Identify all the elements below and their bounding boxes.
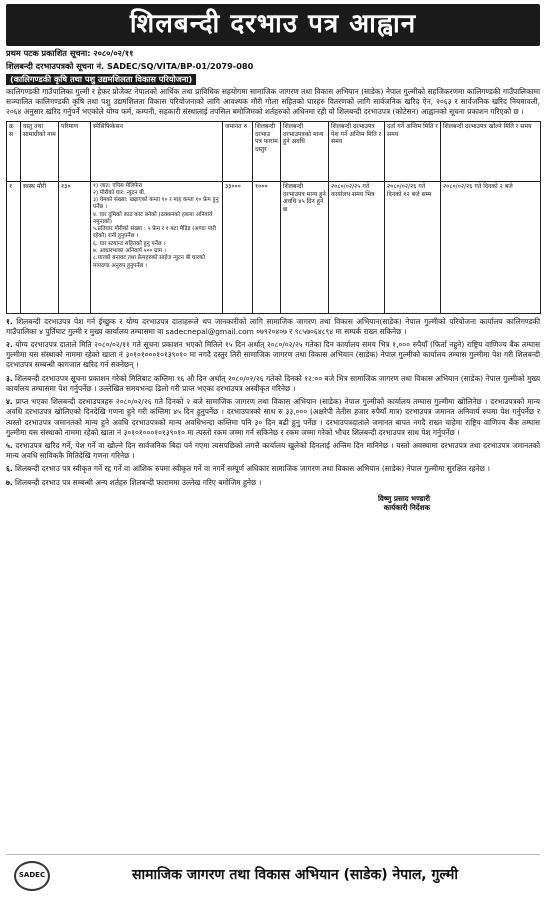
notice-number: शिलबन्दी दरभाउपत्रको सूचना नं. SADEC/SQ/VITA/BP-01/2079-080 <box>6 61 254 72</box>
cell-specs <box>91 181 223 313</box>
cell-register: २०८०/०२/२६ गते दिनको १२ बजे सम्म <box>385 181 441 313</box>
clause-6 <box>6 464 540 474</box>
spec-line: ८.घारको बनावट तथा फ्रेमहरुको साईज न्युटन बी घारको मापदण्ड अनुरुप हुनुपर्नेछ । <box>93 255 205 269</box>
clause-number: २. <box>6 340 13 350</box>
col-open: शिलबन्दी दरभाउपत्र खोल्ने मिति र समय <box>441 121 541 181</box>
intro-paragraph: कालिगण्डकी गाउँपालिका गुल्मी र हेफर प्रोजेक्ट नेपालको आर्थिक तथा प्राविधिक सहयोगमा सामाजिक जागरण तथा विकास अभियान (साडेक) नेपाल गुल्मीको सहजिकरणमा कालिगण्डकी गाउँपालिकामा सञ्चालित कालिगण्डकी कृषि तथा पशु उद्यमशिलता विकास परियोजनाको लागि आवश्यक मौरी गोला सहितको घारहरु वितरणको लागि सार्वजनिक खरिद ऐन, २०६३ र सार्वजनिक खरिद नियमावली, २०६४ अनुसार खरिद गर्नुपर्ने भएकोले योग्य फर्म, कम्पनी, सहकारी संस्थालाई तपसिल बमोजिमको शर्तहरुको अधिनमा रही यो शिलबन्दी दरभाउपत्र (कोटेसन) आह्वानको सूचना प्रकाशन गरिएको छ । <box>6 86 540 117</box>
col-fee: शिलबन्दी दरभाउ पत्र फाराम दस्तुर <box>253 121 281 181</box>
clause-text: शिलबन्दी दरभाउपत्र पेश गर्न ईच्छुक र योग्य दरभाउपत्र दाताहरूले थप जानकारीको लागि सामाजिक जागरण तथा विकास अभियान(साडेक) नेपाल गुल्मीको परियोजना कार्यालय कालिगण्डकी गाउँपालिका ४ पुर्तिघाट गुल्मी र मुख्य कार्यालय तम्घासमा वा sadecnepal@gmail.com ०७९२०४०७ र ९८५७०६४८९४ मा सम्पर्क राख्न सकिनेछ । <box>6 316 540 336</box>
clause-number: ६. <box>6 464 13 474</box>
clause-text: दरभाउपत्र खरिद गर्ने, पेश गर्ने वा खोल्ने दिन सार्वजनिक बिदा पर्न गएमा त्यसपछिको लगत्तै कार्यालय खुलेको दिनलाई अन्तिम दिन मानिनेछ । यस्तो अवस्थामा दरभाउपत्र तथा दरभाउपत्र जमानतको मान्य अवधि साविककै मितिदेखि गणना गरिनेछ । <box>6 441 540 461</box>
clause-number: ७. <box>6 477 13 487</box>
clause-text: शिलबन्दी दरभाउ पत्र स्वीकृत गर्ने रद्द गर्ने वा आंशिक रुपमा स्वीकृत गर्ने वा नगर्ने सम्पूर्ण अधिकार सामाजिक जागरण तथा विकास अभियान (साडेक) नेपाल गुल्मीमा सुरक्षित रहनेछ । <box>15 464 490 474</box>
cell-submit: २०८०/०२/२५ गते कार्यालय समय भित्र <box>329 181 385 313</box>
spec-line: ६. घार स्टयान्ड सहितको हुनु पर्नेछ । <box>93 240 166 247</box>
project-name: (कालिगण्डकी कृषि तथा पशु उद्यमशिलता विकास परियोजना) <box>6 74 196 85</box>
col-sn: क्र स <box>7 121 21 181</box>
clause-number: १. <box>6 316 13 326</box>
spec-line: ७. आधारभाका अनिवार्य ५०० ग्राम । <box>93 247 167 254</box>
clause-7 <box>6 478 540 488</box>
cell-deposit: ३३००० <box>223 181 253 313</box>
cell-item: स्वस्थ मौरी <box>21 181 59 313</box>
signatory-name: विष्णु प्रसाद भण्डारी <box>378 493 430 503</box>
col-validity: शिलबन्दी दरभाउपत्रको मान्य हुने अवधि <box>281 121 329 181</box>
col-item: वस्तु तथा सामाग्रीको नाम <box>21 121 59 181</box>
first-publication-line: प्रथम पटक प्रकाशित सूचना: २०८०/०२/११ <box>6 48 134 58</box>
clause-number: ५. <box>6 441 13 450</box>
clause-text: प्राप्त भएका शिलबन्दी दरभाउपत्रहरु २०८०/०२/२६ गते दिनको २ बजे सामाजिक जागरण तथा विकास अभियान (साडेक) नेपाल गुल्मीको कार्यालय तम्घास गुल्मीमा खोलिनेछ । दरभाउपत्रको मान्य अवधि दरभाउपत्र खोलिएको दिनदेखि गणना हुने गरी कम्तिमा ४५ दिन हुनुपर्नेछ । दरभाउपत्रको साथ रु ३३,००० (अक्षरेपी तेतीस हजार रुपैयाँ मात्र) दरभाउपत्र जमानत अनिवार्य रुपमा पेश गर्नुपर्नेछ र त्यस्तो दरभाउपत्र जमानतको मान्य हुने अवधि दरभाउपत्रको मान्य अवधिभन्दा कम्तिमा पनि ३० दिन बढी हुनु पर्नेछ । दरभाउपत्रदाताले जमानत बापत नगदै राख्न चाहेमा राष्ट्रिय वाणिज्य बैंक तम्घास गुल्मीमा यस संस्थाको नाममा रहेको खाता नं ३०१०१०००१०१३९०१० मा त्यस्तो रकम जम्मा गर्न सकिनेछ र रकम जम्मा गरेको भौचर शिलबन्दी दरभाउपत्र साथ पेश गर्नुपर्नेछ । <box>6 397 541 437</box>
clause-4 <box>6 397 540 438</box>
signature-block <box>6 494 540 513</box>
clause-2 <box>6 340 540 371</box>
table-header-row <box>7 121 541 181</box>
organization-name: सामाजिक जागरण तथा विकास अभियान (साडेक) नेपाल, गुल्मी <box>132 866 458 883</box>
clause-text: शिलबन्दी दरभाउ पत्र सम्बन्धी अन्य शर्तहरु शिलबन्दी फाराममा उल्लेख गरिए बमोजिम हुनेछ । <box>15 477 262 487</box>
notice-title: शिलबन्दी दरभाउ पत्र आह्वान <box>6 4 540 46</box>
col-register: दर्ता गर्ने अन्तिम मिति र समय <box>385 121 441 181</box>
cell-sn: १ <box>7 181 21 313</box>
clause-3 <box>6 374 540 394</box>
clause-text: शिलबन्दी दरभाउपत्र सूचना प्रकाशन गरेको मितिबाट कम्तिमा १६ औ दिन अर्थात् २०८०/०२/२६ गतेको दिनको १२:०० बजे भित्र सामाजिक जागरण तथा विकास अभियान (साडेक) नेपाल गुल्मीको मुख्य कार्यालय तम्घासमा पेश गर्नुपर्नेछ । उल्लेखित समयभन्दा ढिलो गरी प्राप्त भएका दरभाउपत्र अस्वीकृत गरिनेछ । <box>6 373 540 393</box>
spec-line: ५.प्रतिघार मौरीको संख्या : ५ फ्रेम र १ बटा मेडिड (अण्डा पारी रहेको) रानी हुनुपर्नेछ । <box>93 226 216 240</box>
cell-open: २०८०/०२/२६ गते दिनको २ बजे <box>441 181 541 313</box>
clause-number: ४. <box>6 397 13 407</box>
cell-validity: शिलबन्दी दरभाउपत्र मान्य हुने अवधि ४५ दिन हुने छ <box>281 181 329 313</box>
signatory-role: कार्यकारी निर्देशक <box>383 503 430 513</box>
clause-5 <box>6 441 540 461</box>
spec-line: ३) घेमको संख्या: खढ़ाएको कम्ता १० र माह कम्ता १० फ्रेम हुनु पर्नेछ । <box>93 197 219 211</box>
footer <box>6 854 540 896</box>
table-row <box>7 181 541 313</box>
spec-line: २) मौरीको घार: न्युटन बी. <box>93 189 146 196</box>
spec-line: १) जात: एपिस मेलिफेरा <box>93 182 143 189</box>
cell-fee: १००० <box>253 181 281 313</box>
cell-qty: १३० <box>59 181 91 313</box>
clause-text: योग्य दरभाउपत्र दाताले मिति २०८०/०२/११ गते सूचना प्रकाशन भएको मितिले १५ दिन अर्थात् २०८०/०२/२५ गतेका दिन कार्यालय समय भित्र १,००० रुपैयाँ (फिर्ता नहुने) राष्ट्रिय वाणिज्य बैंक तम्घास गुल्मीमा यस संस्थाको नाममा रहेको खाता नं ३०१०१०००१०१३९०१० मा नगदै दस्तुर तिरी सामाजिक जागरण तथा विकास अभियान (साडेक) नेपाल गुल्मीको कार्यालय तम्घास गुल्मीमा पेश गरी शिलबन्दी दरभाउपत्र सम्बन्धी कागजात खरिद गर्न सक्नेछन् । <box>6 340 540 370</box>
spec-line: ४. घार दुमिको काठ काट बनेको (ढक्कनको हकमा अनिवार्य नमुनाको) <box>93 211 213 225</box>
clauses-list <box>6 317 540 488</box>
clause-number: ३. <box>6 373 13 383</box>
clause-1 <box>6 317 540 337</box>
col-qty: परिमाण <box>59 121 91 181</box>
tender-table <box>6 121 541 314</box>
organization-logo-icon: SADEC <box>14 861 50 891</box>
col-submit: शिलबन्दी दरभाउपत्र पेश गर्ने अन्तिम मिति र समय <box>329 121 385 181</box>
col-specs: स्पेसिफिकेसन <box>91 121 223 181</box>
col-deposit: जमानत रु <box>223 121 253 181</box>
